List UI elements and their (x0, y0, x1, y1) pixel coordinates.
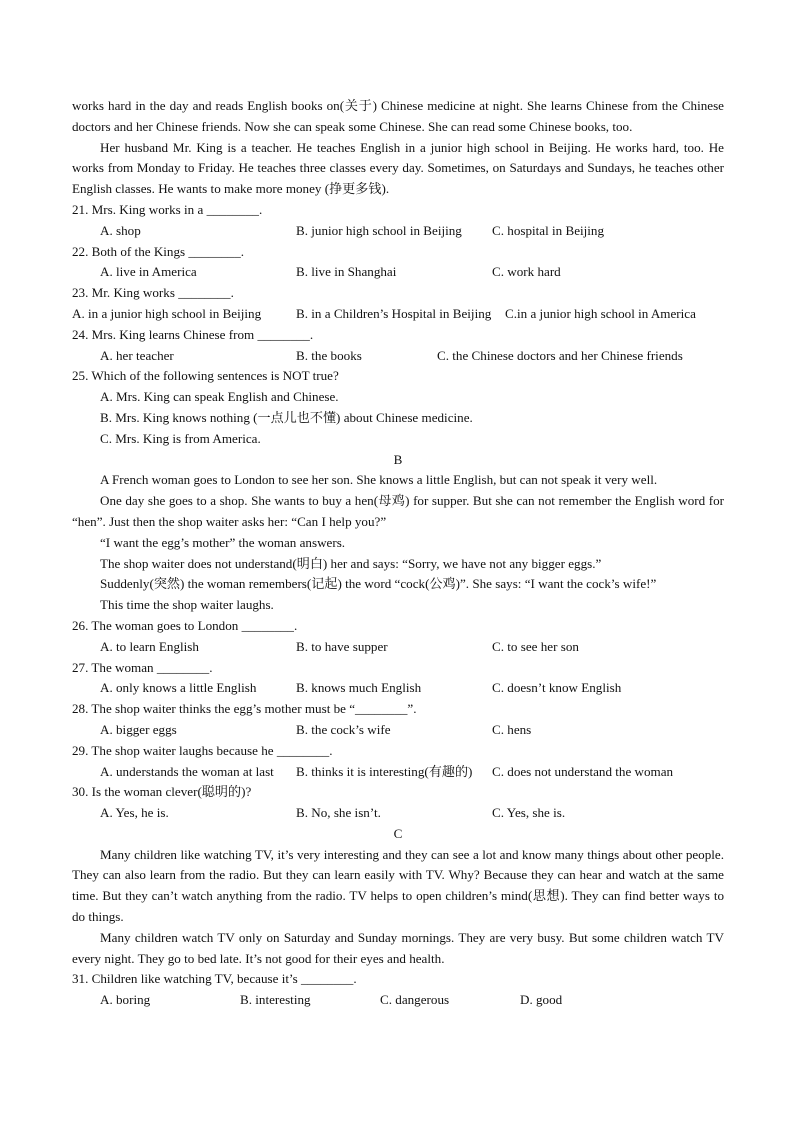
question-21-stem: 21. Mrs. King works in a ________. (72, 201, 263, 217)
option-b: B. live in Shanghai (296, 264, 397, 280)
option-b: B. No, she isn’t. (296, 805, 381, 821)
question-26-options (72, 637, 724, 658)
question-26-stem: 26. The woman goes to London ________. (72, 617, 298, 633)
option-a: A. in a junior high school in Beijing (72, 305, 262, 321)
option-a: A. to learn English (100, 638, 199, 654)
option-a: A. bigger eggs (100, 721, 177, 737)
question-24-stem: 24. Mrs. King learns Chinese from ________. (72, 326, 314, 342)
passage-b-para-1: A French woman goes to London to see her son. She knows a little English, but can not speak it very well. (100, 472, 658, 488)
question-25-stem: 25. Which of the following sentences is NOT true? (72, 368, 339, 384)
option-c: C. dangerous (380, 992, 450, 1008)
option-c: C. to see her son (492, 638, 579, 654)
question-24-options (72, 346, 724, 367)
passage-a-para-2: Her husband Mr. King is a teacher. He teaches English in a junior high school in Beijing. He works hard, too. He works from Monday to Friday. He teaches three classes every day. Sometimes, on Saturdays and Sundays, he teaches other English classes. He wants to make more money (挣更多钱). (72, 139, 724, 197)
question-21-options (72, 221, 724, 242)
question-31-stem: 31. Children like watching TV, because it’s ________. (72, 971, 357, 987)
question-30-options (72, 803, 724, 824)
question-23-options (72, 304, 724, 325)
passage-a-para-1: works hard in the day and reads English books on(关于) Chinese medicine at night. She learns Chinese from the Chinese doctors and her Chinese friends. Now she can speak some Chinese. She can read some Chinese books, too. (72, 98, 724, 134)
question-25-option-b: B. Mrs. King knows nothing (一点儿也不懂) about Chinese medicine. (100, 409, 473, 425)
option-a: A. understands the woman at last (100, 763, 274, 779)
passage-b-para-6: This time the shop waiter laughs. (100, 597, 274, 613)
option-d: D. good (520, 992, 563, 1008)
option-a: A. shop (100, 222, 141, 238)
option-c: C. work hard (492, 264, 561, 280)
option-b: B. junior high school in Beijing (296, 222, 462, 238)
option-a: A. her teacher (100, 347, 174, 363)
option-b: B. in a Children’s Hospital in Beijing (296, 305, 492, 321)
section-heading-c: C (393, 825, 403, 841)
question-25-option-c: C. Mrs. King is from America. (100, 430, 261, 446)
option-b: B. the cock’s wife (296, 721, 391, 737)
option-a: A. Yes, he is. (100, 805, 169, 821)
exam-page (72, 96, 724, 1011)
question-25-option-a: A. Mrs. King can speak English and Chinese. (100, 389, 339, 405)
option-c: C. the Chinese doctors and her Chinese friends (437, 347, 683, 363)
option-c: C. does not understand the woman (492, 763, 674, 779)
question-30-stem: 30. Is the woman clever(聪明的)? (72, 784, 252, 800)
question-29-stem: 29. The shop waiter laughs because he ________. (72, 742, 333, 758)
passage-c-para-1: Many children like watching TV, it’s very interesting and they can see a lot and know many things about other people. They can also learn from the radio. But they can learn easily with TV. Why? Because they can hear and watch at the same time. But they can’t watch anything from the radio. TV helps to open children’s mind(思想). They can find better ways to do things. (72, 846, 724, 925)
question-31-options (72, 990, 724, 1011)
question-28-options (72, 720, 724, 741)
passage-b-para-3: “I want the egg’s mother” the woman answers. (100, 534, 346, 550)
option-b: B. knows much English (296, 680, 422, 696)
option-c: C. hospital in Beijing (492, 222, 605, 238)
passage-b-para-4: The shop waiter does not understand(明白) her and says: “Sorry, we have not any bigger eggs.” (100, 555, 602, 571)
section-heading-b: B (393, 451, 403, 467)
question-22-stem: 22. Both of the Kings ________. (72, 243, 245, 259)
option-a: A. boring (100, 992, 151, 1008)
option-b: B. the books (296, 347, 362, 363)
question-27-options (72, 678, 724, 699)
option-c: C.in a junior high school in America (505, 305, 696, 321)
option-c: C. Yes, she is. (492, 805, 566, 821)
option-a: A. live in America (100, 264, 197, 280)
passage-c-para-2: Many children watch TV only on Saturday and Sunday mornings. They are very busy. But some children watch TV every night. They go to bed late. It’s not good for their eyes and health. (72, 929, 724, 966)
option-b: B. thinks it is interesting(有趣的) (296, 763, 473, 779)
question-22-options (72, 262, 724, 283)
question-23-stem: 23. Mr. King works ________. (72, 285, 234, 301)
question-28-stem: 28. The shop waiter thinks the egg’s mother must be “________”. (72, 701, 417, 717)
option-c: C. doesn’t know English (492, 680, 622, 696)
option-c: C. hens (492, 721, 532, 737)
passage-b-para-2: One day she goes to a shop. She wants to buy a hen(母鸡) for supper. But she can not remember the English word for “hen”. Just then the shop waiter asks her: “Can I help you?” (72, 493, 724, 529)
passage-b-para-5: Suddenly(突然) the woman remembers(记起) the word “cock(公鸡)”. She says: “I want the cock’s wife!” (100, 576, 657, 592)
option-a: A. only knows a little English (100, 680, 257, 696)
question-27-stem: 27. The woman ________. (72, 659, 213, 675)
option-b: B. interesting (240, 992, 311, 1008)
option-b: B. to have supper (296, 638, 388, 654)
question-29-options (72, 762, 724, 783)
